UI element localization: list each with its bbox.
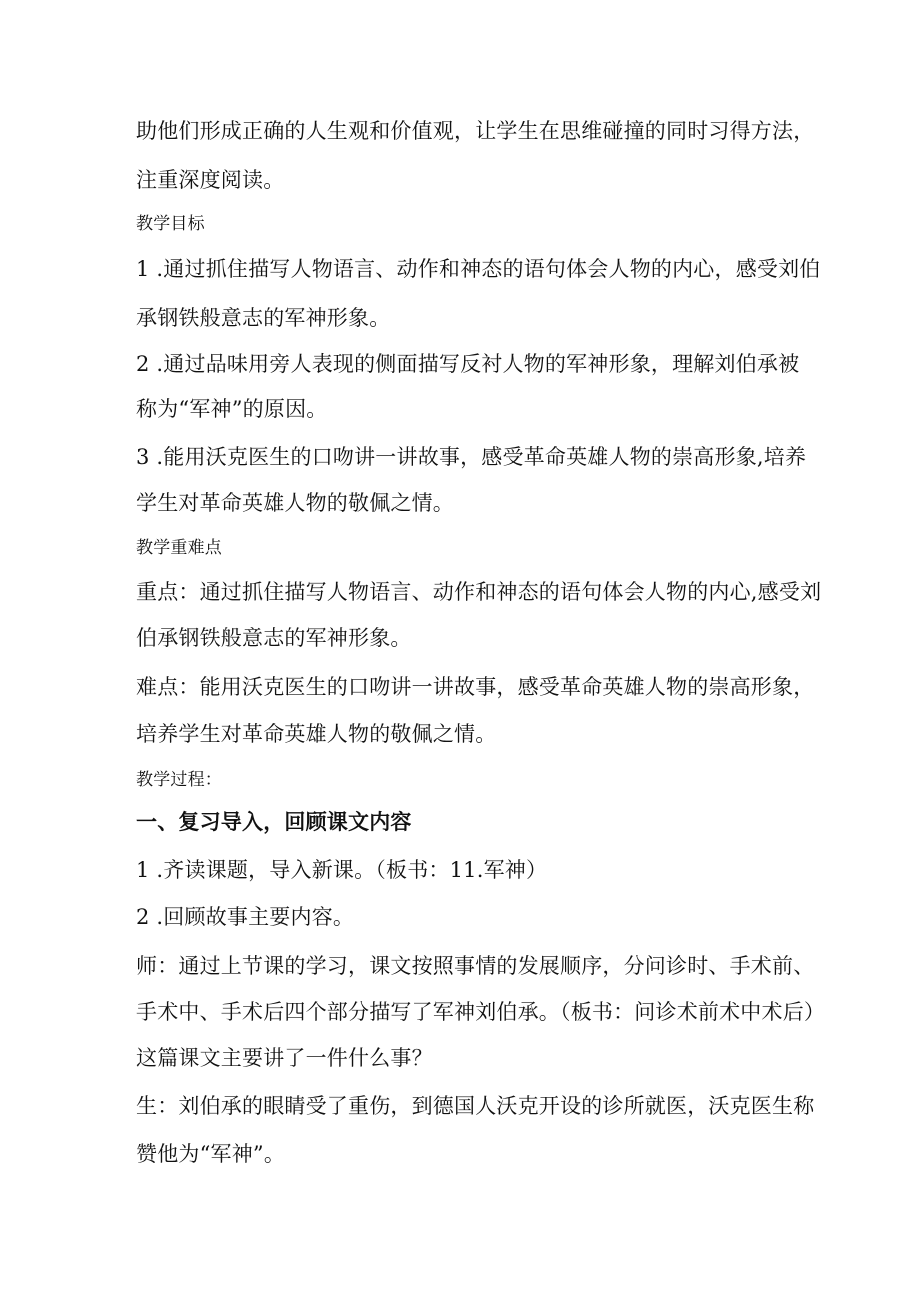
teacher-remark-line: 手术中、手术后四个部分描写了军神刘伯承。（板书：问诊术前术中术后） (136, 1000, 826, 1024)
objectives-heading: 教学目标 (136, 214, 205, 234)
objective-item-1-line: 1 .通过抓住描写人物语言、动作和神态的语句体会人物的内心，感受刘伯 (136, 257, 821, 281)
focus-point-line: 伯承钢铁般意志的军神形象。 (136, 626, 412, 650)
key-points-heading: 教学重难点 (136, 538, 222, 558)
objective-item-2-line: 称为“军神”的原因。 (136, 397, 328, 421)
process-step-2: 2 .回顾故事主要内容。 (136, 905, 355, 929)
student-answer-line: 赞他为“军神”。 (136, 1142, 286, 1166)
teacher-remark-line: 师：通过上节课的学习，课文按照事情的发展顺序，分问诊时、手术前、 (136, 954, 815, 978)
difficulty-point-line: 难点：能用沃克医生的口吻讲一讲故事，感受革命英雄人物的崇高形象， (136, 675, 815, 699)
teacher-remark-line: 这篇课文主要讲了一件什么事？ (136, 1046, 433, 1070)
objective-item-3-line: 学生对革命英雄人物的敬佩之情。 (136, 491, 454, 515)
student-answer-line: 生：刘伯承的眼睛受了重伤，到德国人沃克开设的诊所就医，沃克医生称 (136, 1094, 815, 1118)
focus-point-line: 重点：通过抓住描写人物语言、动作和神态的语句体会人物的内心,感受刘 (136, 580, 822, 604)
difficulty-point-line: 培养学生对革命英雄人物的敬佩之情。 (136, 722, 497, 746)
intro-paragraph-line: 注重深度阅读。 (136, 168, 285, 192)
process-heading: 教学过程： (136, 770, 222, 790)
objective-item-3-line: 3 .能用沃克医生的口吻讲一讲故事，感受革命英雄人物的崇高形象,培养 (136, 445, 807, 469)
process-step-1: 1 .齐读课题，导入新课。（板书：11.军神） (136, 858, 548, 882)
section-1-title: 一、复习导入，回顾课文内容 (136, 810, 412, 834)
intro-paragraph-line: 助他们形成正确的人生观和价值观，让学生在思维碰撞的同时习得方法， (136, 119, 815, 143)
objective-item-1-line: 承钢铁般意志的军神形象。 (136, 306, 391, 330)
objective-item-2-line: 2 .通过品味用旁人表现的侧面描写反衬人物的军神形象，理解刘伯承被 (136, 352, 800, 376)
